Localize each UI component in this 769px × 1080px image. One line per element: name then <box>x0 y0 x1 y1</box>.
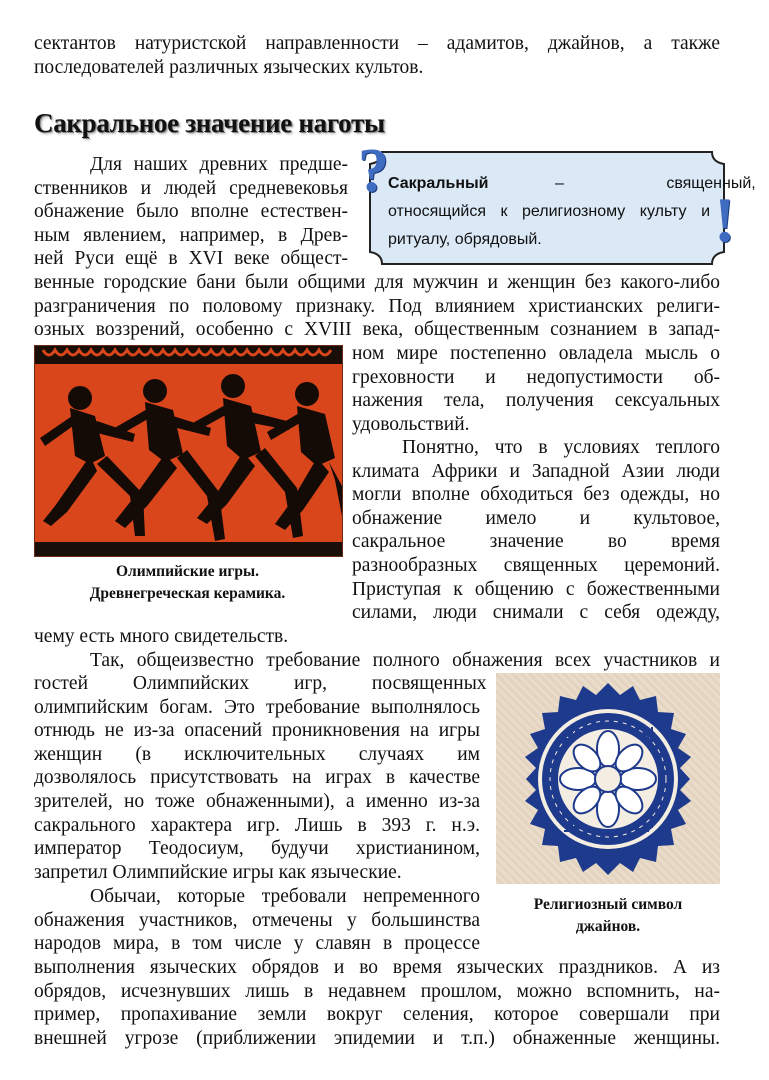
text-line: внешней угрозе (приближении эпидемии и т.п.) обнаженные женщины. <box>34 1027 720 1049</box>
text-line: народов мира, в том числе у славян в процессе <box>34 933 480 955</box>
intro-text <box>34 32 720 79</box>
text-line: климата Африки и Западной Азии люди <box>352 460 720 482</box>
definition-text <box>388 170 756 254</box>
caption-line: Олимпийские игры. <box>115 563 260 580</box>
text-line: Так, общеизвестно требование полного обнажения всех участников и <box>90 649 720 671</box>
text-line: сакральное значение во время <box>352 531 720 553</box>
text-line: греховности и недопустимости об- <box>352 366 720 388</box>
image-caption <box>496 894 720 938</box>
text-line: ственников и людей средневековья <box>34 177 348 199</box>
paragraph-right-2 <box>352 436 720 625</box>
text-line: сектантов натуристской направленности – адамитов, джайнов, а также <box>34 33 720 54</box>
text-line: гостей Олимпийских игр, посвященных <box>34 673 487 694</box>
text-line: разнообразных священных церемоний. <box>352 554 720 576</box>
image-caption <box>34 561 341 605</box>
text-line: ном мире постепенно овладела мысль о <box>352 343 720 364</box>
text-line: Обычаи, которые требовали непременного <box>90 886 480 907</box>
text-line: нажения тела, получения сексуальных <box>352 390 720 412</box>
text-line: выполнения языческих обрядов и во время языческих праздников. А из <box>34 957 720 978</box>
text-line: обнажение было вполне естествен- <box>34 201 348 223</box>
section-heading: Сакральное значение наготы <box>34 108 385 138</box>
definition-meaning: священный, <box>666 175 756 192</box>
text-line: озных воззрений, особенно с XVIII века, общественным сознанием в запад- <box>34 319 720 341</box>
text-line: Понятно, что в условиях теплого <box>402 437 720 458</box>
text-line: ней Руси ещё в XVI веке общест- <box>34 248 348 270</box>
question-mark-icon: ? <box>358 137 389 205</box>
caption-line: джайнов. <box>575 918 641 935</box>
paragraph-right <box>352 342 720 436</box>
text-line: дозволялось присутствовать на играх в качестве <box>34 767 480 789</box>
text-line: отнюдь не из-за опасений проникновения на игры <box>34 720 480 742</box>
caption-line: Древнегреческая керамика. <box>89 585 286 602</box>
text-line: венные городские бани были общими для мужчин и женщин без какого-либо <box>34 272 720 293</box>
definition-term: Сакральный <box>388 175 489 192</box>
text-line: обнажение имело и культовое, <box>352 507 720 529</box>
paragraph-full <box>34 271 720 342</box>
text-line: Приступая к общению с божественными <box>352 578 720 600</box>
text-line: ным явлением, например, в Древ- <box>34 224 348 246</box>
text-line: император Теодосиум, будучи христианином, <box>34 838 480 860</box>
greek-vase-image <box>34 345 343 557</box>
text-line: удовольствий. <box>352 413 470 435</box>
text-line: обрядов, исчезнувших лишь в недавнем прошлом, можно вспомнить, на- <box>34 980 720 1002</box>
text-line: чему есть много свидетельств. <box>34 626 289 647</box>
paragraph-left-4 <box>34 885 480 956</box>
text-line: обнажения участников, отмечены у большинства <box>34 909 480 931</box>
olympic-runners-illustration <box>35 346 342 556</box>
definition-line <box>388 170 756 198</box>
jain-symbol-illustration <box>496 673 720 884</box>
paragraph-full-2 <box>34 625 720 672</box>
definition-line: ритуалу, обрядовый. <box>388 231 542 248</box>
text-line: разграничения по половому признаку. Под влиянием христианских религи- <box>34 295 720 317</box>
text-line: силами, люди снимали с себя одежду, <box>352 602 720 624</box>
text-line: зрителей, но тоже обнаженными), а именно из-за <box>34 790 480 812</box>
text-line: последователей различных языческих культов. <box>34 56 424 78</box>
jain-symbol-image <box>496 673 720 884</box>
paragraph-left-3 <box>34 672 487 884</box>
definition-dash: – <box>554 175 564 192</box>
paragraph-full-4 <box>34 956 720 1050</box>
text-line: олимпийским богам. Это требование выполнялось <box>34 696 480 718</box>
caption-line: Религиозный символ <box>533 896 683 913</box>
text-line: женщин (в исключительных случаях им <box>34 743 480 765</box>
text-line: сакрального характера игр. Лишь в 393 г. н.э. <box>34 814 480 836</box>
text-line: Для наших древних предше- <box>90 154 348 175</box>
text-line: пример, пропахивание земли вокруг селения, которое совершали при <box>34 1004 720 1026</box>
paragraph-left <box>34 153 348 271</box>
text-line: могли вполне обходиться без одежды, но <box>352 484 720 506</box>
exclamation-mark-icon: ! <box>714 184 736 255</box>
definition-line: относящийся к религиозному культу и <box>388 203 710 220</box>
text-line: запретил Олимпийские игры как языческие. <box>34 861 402 883</box>
